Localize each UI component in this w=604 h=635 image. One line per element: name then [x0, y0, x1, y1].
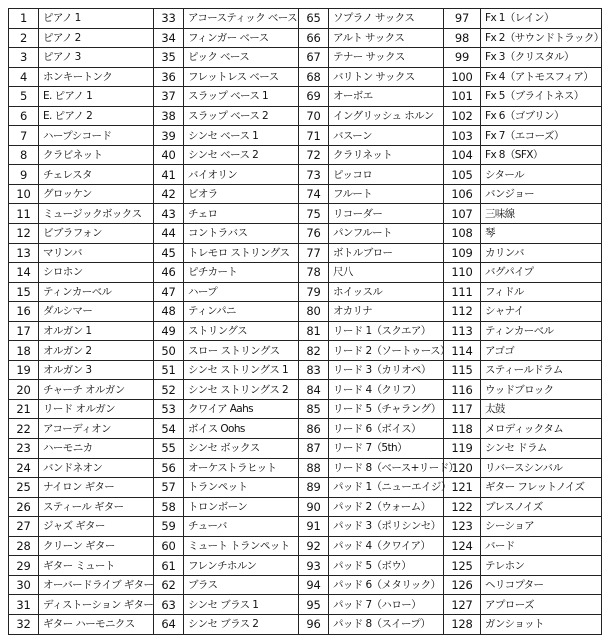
- instrument-name: クリーン ギター: [39, 536, 154, 556]
- program-number: 12: [9, 224, 39, 244]
- instrument-name: ギター ミュート: [39, 556, 154, 576]
- table-row: [9, 575, 602, 595]
- instrument-name: オカリナ: [329, 302, 444, 322]
- program-number: 79: [299, 282, 329, 302]
- program-number: 41: [154, 165, 184, 185]
- instrument-name: E. ピアノ 1: [39, 87, 154, 107]
- program-number: 71: [299, 126, 329, 146]
- program-number: 116: [444, 380, 481, 400]
- instrument-name: クラビネット: [39, 145, 154, 165]
- instrument-name: パッド 5（ボウ）: [329, 556, 444, 576]
- instrument-name: Fx 8（SFX）: [481, 145, 602, 165]
- instrument-name: マリンバ: [39, 243, 154, 263]
- table-row: [9, 536, 602, 556]
- instrument-name: チェレスタ: [39, 165, 154, 185]
- program-number: 25: [9, 478, 39, 498]
- instrument-name: スロー ストリングス: [184, 341, 299, 361]
- table-row: [9, 439, 602, 459]
- instrument-name: オーバードライブ ギター: [39, 575, 154, 595]
- instrument-name: ビオラ: [184, 184, 299, 204]
- instrument-name: テレホン: [481, 556, 602, 576]
- program-number: 112: [444, 302, 481, 322]
- instrument-name: シンセ ボックス: [184, 439, 299, 459]
- instrument-name: トレモロ ストリングス: [184, 243, 299, 263]
- instrument-name: 尺八: [329, 263, 444, 283]
- program-number: 114: [444, 341, 481, 361]
- program-number: 27: [9, 517, 39, 537]
- instrument-name: アゴゴ: [481, 341, 602, 361]
- program-number: 128: [444, 614, 481, 634]
- instrument-name: ボイス Oohs: [184, 419, 299, 439]
- program-number: 66: [299, 28, 329, 48]
- instrument-name: ビブラフォン: [39, 224, 154, 244]
- instrument-name: ピック ベース: [184, 48, 299, 68]
- program-number: 17: [9, 321, 39, 341]
- instrument-name: シンセ ドラム: [481, 439, 602, 459]
- instrument-name: オーボエ: [329, 87, 444, 107]
- table-row: [9, 556, 602, 576]
- program-number: 54: [154, 419, 184, 439]
- program-number: 6: [9, 106, 39, 126]
- program-number: 34: [154, 28, 184, 48]
- program-number: 38: [154, 106, 184, 126]
- instrument-name: メロディックタム: [481, 419, 602, 439]
- table-row: [9, 380, 602, 400]
- instrument-name: ダルシマー: [39, 302, 154, 322]
- instrument-name: トロンボーン: [184, 497, 299, 517]
- program-number: 73: [299, 165, 329, 185]
- instrument-name: バンジョー: [481, 184, 602, 204]
- instrument-name: Fx 1（レイン）: [481, 9, 602, 29]
- instrument-name: クワイア Aahs: [184, 399, 299, 419]
- instrument-name: ピアノ 2: [39, 28, 154, 48]
- instrument-name: バード: [481, 536, 602, 556]
- instrument-name: コントラバス: [184, 224, 299, 244]
- instrument-name: ギター ハーモニクス: [39, 614, 154, 634]
- instrument-name: ピッコロ: [329, 165, 444, 185]
- program-number: 85: [299, 399, 329, 419]
- program-number: 63: [154, 595, 184, 615]
- program-number: 99: [444, 48, 481, 68]
- program-number: 81: [299, 321, 329, 341]
- instrument-name: Fx 5（ブライトネス）: [481, 87, 602, 107]
- instrument-name: オルガン 1: [39, 321, 154, 341]
- instrument-name: 琴: [481, 224, 602, 244]
- instrument-name: Fx 7（エコーズ）: [481, 126, 602, 146]
- program-number: 18: [9, 341, 39, 361]
- instrument-name: リード 5（チャラング）: [329, 399, 444, 419]
- table-row: [9, 184, 602, 204]
- instrument-name: グロッケン: [39, 184, 154, 204]
- table-row: [9, 28, 602, 48]
- program-number: 67: [299, 48, 329, 68]
- instrument-name: ピアノ 3: [39, 48, 154, 68]
- instrument-name: オルガン 2: [39, 341, 154, 361]
- table-row: [9, 321, 602, 341]
- program-number: 16: [9, 302, 39, 322]
- program-number: 2: [9, 28, 39, 48]
- instrument-table: [8, 8, 602, 635]
- program-number: 120: [444, 458, 481, 478]
- instrument-name: Fx 2（サウンドトラック）: [481, 28, 602, 48]
- program-number: 40: [154, 145, 184, 165]
- table-row: [9, 497, 602, 517]
- instrument-name: シタール: [481, 165, 602, 185]
- program-number: 19: [9, 360, 39, 380]
- instrument-name: リード 6（ボイス）: [329, 419, 444, 439]
- table-row: [9, 341, 602, 361]
- instrument-name: パッド 3（ポリシンセ）: [329, 517, 444, 537]
- program-number: 76: [299, 224, 329, 244]
- program-number: 21: [9, 399, 39, 419]
- program-number: 92: [299, 536, 329, 556]
- instrument-name: シンセ ストリングス 1: [184, 360, 299, 380]
- program-number: 91: [299, 517, 329, 537]
- instrument-name: シャナイ: [481, 302, 602, 322]
- instrument-name: ガンショット: [481, 614, 602, 634]
- instrument-name: アプローズ: [481, 595, 602, 615]
- table-row: [9, 67, 602, 87]
- program-number: 74: [299, 184, 329, 204]
- instrument-name: ジャズ ギター: [39, 517, 154, 537]
- instrument-name: スラップ ベース 2: [184, 106, 299, 126]
- instrument-name: シンセ ベース 1: [184, 126, 299, 146]
- instrument-name: ハープシコード: [39, 126, 154, 146]
- instrument-name: オーケストラヒット: [184, 458, 299, 478]
- program-number: 3: [9, 48, 39, 68]
- table-row: [9, 126, 602, 146]
- instrument-name: ギター フレットノイズ: [481, 478, 602, 498]
- instrument-name: アルト サックス: [329, 28, 444, 48]
- program-number: 86: [299, 419, 329, 439]
- program-number: 89: [299, 478, 329, 498]
- program-number: 103: [444, 126, 481, 146]
- instrument-name: パッド 2（ウォーム）: [329, 497, 444, 517]
- instrument-name: ディストーション ギター: [39, 595, 154, 615]
- table-row: [9, 302, 602, 322]
- program-number: 52: [154, 380, 184, 400]
- program-number: 121: [444, 478, 481, 498]
- program-number: 28: [9, 536, 39, 556]
- instrument-name: ブラス: [184, 575, 299, 595]
- program-number: 72: [299, 145, 329, 165]
- instrument-name: ティンカーベル: [39, 282, 154, 302]
- table-row: [9, 165, 602, 185]
- program-number: 109: [444, 243, 481, 263]
- table-row: [9, 595, 602, 615]
- program-number: 56: [154, 458, 184, 478]
- program-number: 48: [154, 302, 184, 322]
- instrument-name: バグパイプ: [481, 263, 602, 283]
- program-number: 51: [154, 360, 184, 380]
- instrument-table-body: [9, 9, 602, 635]
- instrument-name: シンセ ベース 2: [184, 145, 299, 165]
- program-number: 101: [444, 87, 481, 107]
- table-row: [9, 48, 602, 68]
- instrument-name: フィンガー ベース: [184, 28, 299, 48]
- program-number: 53: [154, 399, 184, 419]
- program-number: 65: [299, 9, 329, 29]
- instrument-name: パンフルート: [329, 224, 444, 244]
- instrument-name: ハープ: [184, 282, 299, 302]
- instrument-name: E. ピアノ 2: [39, 106, 154, 126]
- table-row: [9, 145, 602, 165]
- instrument-name: シンセ ブラス 2: [184, 614, 299, 634]
- instrument-name: リード オルガン: [39, 399, 154, 419]
- program-number: 46: [154, 263, 184, 283]
- instrument-name: リード 3（カリオペ）: [329, 360, 444, 380]
- instrument-name: オルガン 3: [39, 360, 154, 380]
- program-number: 31: [9, 595, 39, 615]
- instrument-name: シーショア: [481, 517, 602, 537]
- program-number: 75: [299, 204, 329, 224]
- program-number: 90: [299, 497, 329, 517]
- program-number: 44: [154, 224, 184, 244]
- program-number: 22: [9, 419, 39, 439]
- program-number: 94: [299, 575, 329, 595]
- instrument-name: ハーモニカ: [39, 439, 154, 459]
- program-number: 1: [9, 9, 39, 29]
- instrument-name: クラリネット: [329, 145, 444, 165]
- program-number: 14: [9, 263, 39, 283]
- program-number: 96: [299, 614, 329, 634]
- program-number: 32: [9, 614, 39, 634]
- program-number: 95: [299, 595, 329, 615]
- table-row: [9, 106, 602, 126]
- instrument-name: 太鼓: [481, 399, 602, 419]
- instrument-name: ソプラノ サックス: [329, 9, 444, 29]
- program-number: 78: [299, 263, 329, 283]
- instrument-name: Fx 6（ゴブリン）: [481, 106, 602, 126]
- table-row: [9, 282, 602, 302]
- instrument-name: シロホン: [39, 263, 154, 283]
- table-row: [9, 87, 602, 107]
- program-number: 36: [154, 67, 184, 87]
- program-number: 70: [299, 106, 329, 126]
- instrument-name: ナイロン ギター: [39, 478, 154, 498]
- program-number: 10: [9, 184, 39, 204]
- program-number: 115: [444, 360, 481, 380]
- table-row: [9, 614, 602, 634]
- instrument-name: チャーチ オルガン: [39, 380, 154, 400]
- program-number: 15: [9, 282, 39, 302]
- program-number: 97: [444, 9, 481, 29]
- instrument-name: パッド 1（ニューエイジ）: [329, 478, 444, 498]
- program-number: 24: [9, 458, 39, 478]
- program-number: 9: [9, 165, 39, 185]
- table-row: [9, 360, 602, 380]
- instrument-name: リード 4（クリフ）: [329, 380, 444, 400]
- instrument-name: アコースティック ベース: [184, 9, 299, 29]
- instrument-name: チェロ: [184, 204, 299, 224]
- instrument-name: チューバ: [184, 517, 299, 537]
- program-number: 104: [444, 145, 481, 165]
- table-row: [9, 263, 602, 283]
- table-row: [9, 204, 602, 224]
- instrument-name: バリトン サックス: [329, 67, 444, 87]
- program-number: 77: [299, 243, 329, 263]
- instrument-name: パッド 6（メタリック）: [329, 575, 444, 595]
- program-number: 45: [154, 243, 184, 263]
- program-number: 26: [9, 497, 39, 517]
- program-number: 88: [299, 458, 329, 478]
- program-number: 122: [444, 497, 481, 517]
- program-number: 11: [9, 204, 39, 224]
- instrument-name: フィドル: [481, 282, 602, 302]
- table-row: [9, 243, 602, 263]
- program-number: 62: [154, 575, 184, 595]
- instrument-name: ホイッスル: [329, 282, 444, 302]
- program-number: 64: [154, 614, 184, 634]
- instrument-name: リード 7（5th）: [329, 439, 444, 459]
- instrument-name: ボトルブロー: [329, 243, 444, 263]
- instrument-name: ストリングス: [184, 321, 299, 341]
- instrument-name: ヘリコプター: [481, 575, 602, 595]
- program-number: 126: [444, 575, 481, 595]
- instrument-name: ブレスノイズ: [481, 497, 602, 517]
- instrument-name: スラップ ベース 1: [184, 87, 299, 107]
- instrument-name: フルート: [329, 184, 444, 204]
- program-number: 93: [299, 556, 329, 576]
- instrument-name: バイオリン: [184, 165, 299, 185]
- instrument-name: ティンパニ: [184, 302, 299, 322]
- program-number: 106: [444, 184, 481, 204]
- instrument-name: トランペット: [184, 478, 299, 498]
- program-number: 43: [154, 204, 184, 224]
- instrument-name: スティールドラム: [481, 360, 602, 380]
- program-number: 68: [299, 67, 329, 87]
- instrument-name: アコーディオン: [39, 419, 154, 439]
- program-number: 60: [154, 536, 184, 556]
- program-number: 49: [154, 321, 184, 341]
- instrument-name: バンドネオン: [39, 458, 154, 478]
- program-number: 80: [299, 302, 329, 322]
- table-row: [9, 517, 602, 537]
- instrument-name: リード 1（スクエア）: [329, 321, 444, 341]
- table-row: [9, 419, 602, 439]
- program-number: 107: [444, 204, 481, 224]
- instrument-name: リード 8（ベース+リード）: [329, 458, 444, 478]
- program-number: 117: [444, 399, 481, 419]
- program-number: 124: [444, 536, 481, 556]
- instrument-name: パッド 7（ハロー）: [329, 595, 444, 615]
- instrument-name: バスーン: [329, 126, 444, 146]
- program-number: 5: [9, 87, 39, 107]
- program-number: 83: [299, 360, 329, 380]
- program-number: 55: [154, 439, 184, 459]
- program-number: 47: [154, 282, 184, 302]
- instrument-name: スティール ギター: [39, 497, 154, 517]
- instrument-name: ミュート トランペット: [184, 536, 299, 556]
- program-number: 69: [299, 87, 329, 107]
- instrument-name: ホンキートンク: [39, 67, 154, 87]
- program-number: 113: [444, 321, 481, 341]
- instrument-name: パッド 8（スイープ）: [329, 614, 444, 634]
- instrument-name: シンセ ストリングス 2: [184, 380, 299, 400]
- instrument-name: リード 2（ソートゥース）: [329, 341, 444, 361]
- instrument-name: カリンバ: [481, 243, 602, 263]
- program-number: 58: [154, 497, 184, 517]
- program-number: 39: [154, 126, 184, 146]
- program-number: 30: [9, 575, 39, 595]
- program-number: 61: [154, 556, 184, 576]
- program-number: 37: [154, 87, 184, 107]
- table-row: [9, 478, 602, 498]
- instrument-name: イングリッシュ ホルン: [329, 106, 444, 126]
- program-number: 102: [444, 106, 481, 126]
- table-row: [9, 224, 602, 244]
- program-number: 7: [9, 126, 39, 146]
- program-number: 87: [299, 439, 329, 459]
- instrument-name: リコーダー: [329, 204, 444, 224]
- instrument-name: テナー サックス: [329, 48, 444, 68]
- instrument-name: ティンカーベル: [481, 321, 602, 341]
- instrument-name: パッド 4（クワイア）: [329, 536, 444, 556]
- program-number: 35: [154, 48, 184, 68]
- program-number: 105: [444, 165, 481, 185]
- instrument-name: ウッドブロック: [481, 380, 602, 400]
- instrument-name: フレットレス ベース: [184, 67, 299, 87]
- program-number: 127: [444, 595, 481, 615]
- table-row: [9, 9, 602, 29]
- program-number: 42: [154, 184, 184, 204]
- program-number: 33: [154, 9, 184, 29]
- table-row: [9, 399, 602, 419]
- program-number: 111: [444, 282, 481, 302]
- program-number: 123: [444, 517, 481, 537]
- program-number: 125: [444, 556, 481, 576]
- instrument-name: Fx 3（クリスタル）: [481, 48, 602, 68]
- instrument-name: ミュージックボックス: [39, 204, 154, 224]
- program-number: 20: [9, 380, 39, 400]
- instrument-name: ピアノ 1: [39, 9, 154, 29]
- instrument-name: フレンチホルン: [184, 556, 299, 576]
- program-number: 118: [444, 419, 481, 439]
- program-number: 29: [9, 556, 39, 576]
- program-number: 57: [154, 478, 184, 498]
- instrument-name: リバースシンバル: [481, 458, 602, 478]
- program-number: 50: [154, 341, 184, 361]
- program-number: 23: [9, 439, 39, 459]
- program-number: 8: [9, 145, 39, 165]
- program-number: 100: [444, 67, 481, 87]
- program-number: 108: [444, 224, 481, 244]
- instrument-name: 三味線: [481, 204, 602, 224]
- program-number: 84: [299, 380, 329, 400]
- program-number: 110: [444, 263, 481, 283]
- program-number: 13: [9, 243, 39, 263]
- program-number: 98: [444, 28, 481, 48]
- program-number: 119: [444, 439, 481, 459]
- instrument-name: ピチカート: [184, 263, 299, 283]
- instrument-name: Fx 4（アトモスフィア）: [481, 67, 602, 87]
- program-number: 82: [299, 341, 329, 361]
- program-number: 4: [9, 67, 39, 87]
- program-number: 59: [154, 517, 184, 537]
- table-row: [9, 458, 602, 478]
- instrument-name: シンセ ブラス 1: [184, 595, 299, 615]
